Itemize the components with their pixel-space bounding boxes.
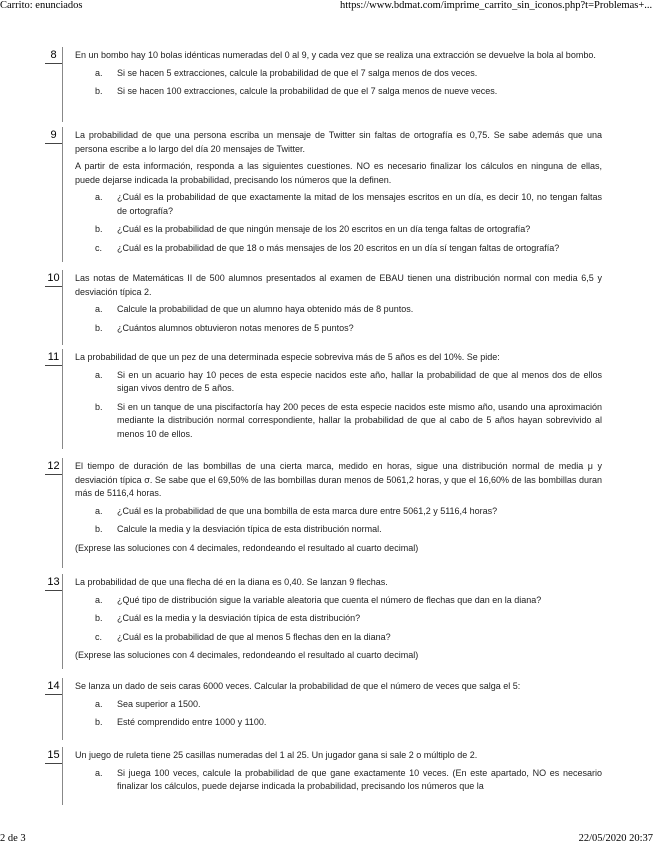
problem-instructions: A partir de esta información, responda a las siguientes cuestiones. NO es necesario finalizar los cálculos en ninguna de ellas, puede dejarse indicada la probabilidad, precisando los números que la definen. — [75, 161, 602, 185]
browser-print-title: Carrito: enunciados — [0, 0, 83, 11]
problem-statement: La probabilidad de que una flecha dé en la diana es 0,40. Se lanzan 9 flechas. — [75, 577, 388, 587]
problem-number: 11 — [45, 349, 63, 366]
question-item: b. ¿Cuántos alumnos obtuvieron notas menores de 5 puntos? — [95, 322, 354, 333]
question-item: b. ¿Cuál es la media y la desviación típica de esta distribución? — [95, 613, 361, 623]
problem-number: 10 — [45, 270, 63, 287]
problem-statement: En un bombo hay 10 bolas idénticas numeradas del 0 al 9, y cada vez que se realiza una extracción se devuelve la bola al bombo. — [75, 50, 596, 60]
question-item: c. ¿Cuál es la probabilidad de que 18 o más mensajes de los 20 escritos en un día sí tengan faltas de ortografía? — [95, 242, 560, 253]
problem-statement: El tiempo de duración de las bombillas de una cierta marca, medido en horas, sigue una distribución normal de media μ y desviación típica σ. Se sabe que el 69,50% de las bombillas duran menos de 5061,2 horas, y que el 16,60% de las bombillas duran más de 5116,4 horas. — [75, 461, 602, 498]
question-item: a. Si se hacen 5 extracciones, calcule la probabilidad de que el 7 salga menos de dos veces. — [95, 67, 478, 78]
question-item: a. Si juega 100 veces, calcule la probabilidad de que gane exactamente 10 veces. (En este apartado, NO es necesario finalizar los cálculos, puede dejarse indicada la probabilidad, precisando los números que la — [95, 767, 602, 791]
problem-statement: La probabilidad de que una persona escriba un mensaje de Twitter sin faltas de ortografía es 0,75. Se sabe además que una persona escribe a lo largo del día 20 mensajes de Twitter. — [75, 130, 602, 154]
problem-number: 8 — [45, 47, 63, 64]
browser-print-url: https://www.bdmat.com/imprime_carrito_sin_iconos.php?t=Problemas+... — [340, 0, 653, 11]
question-item: c. ¿Cuál es la probabilidad de que al menos 5 flechas den en la diana? — [95, 631, 391, 642]
problem-number: 9 — [45, 127, 63, 144]
question-item: b. Esté comprendido entre 1000 y 1100. — [95, 717, 267, 727]
question-item: b. Calcule la media y la desviación típica de esta distribución normal. — [95, 524, 382, 534]
problem-statement: Se lanza un dado de seis caras 6000 veces. Calcular la probabilidad de que el número de veces que salga el 5: — [75, 681, 521, 691]
question-item: b. ¿Cuál es la probabilidad de que ningún mensaje de los 20 escritos en un día tenga faltas de ortografía? — [95, 224, 531, 234]
rounding-note: (Exprese las soluciones con 4 decimales, redondeando el resultado al cuarto decimal) — [75, 542, 419, 553]
question-item: b. Si se hacen 100 extracciones, calcule la probabilidad de que el 7 salga menos de nueve veces. — [95, 86, 498, 96]
page-counter: 2 de 3 — [0, 833, 26, 844]
question-item: a. ¿Qué tipo de distribución sigue la variable aleatoria que cuenta el número de flechas que dan en la diana? — [95, 594, 542, 605]
print-timestamp: 22/05/2020 20:37 — [578, 833, 653, 844]
question-item: a. Sea superior a 1500. — [95, 698, 201, 709]
problem-statement: Las notas de Matemáticas II de 500 alumnos presentados al examen de EBAU tienen una distribución normal con media 6,5 y desviación típica 2. — [75, 273, 602, 297]
question-item: a. ¿Cuál es la probabilidad de que una bombilla de esta marca dure entre 5061,2 y 5116,4 horas? — [95, 505, 498, 516]
problem-number: 15 — [45, 747, 63, 764]
question-item: b. Si en un tanque de una piscifactoría hay 200 peces de esta especie nacidos este mismo año, usando una aproximación mediante la distribución normal correspondiente, hallar la probabilidad de que al cabo de 5 años hayan sobrevivido al menos 10 de ellos. — [95, 401, 602, 439]
problem-statement: Un juego de ruleta tiene 25 casillas numeradas del 1 al 25. Un jugador gana si sale 2 o múltiplo de 2. — [75, 750, 478, 760]
question-item: a. Si en un acuario hay 10 peces de esta especie nacidos este año, hallar la probabilidad de que al menos dos de ellos sigan vivos dentro de 5 años. — [95, 369, 602, 393]
problem-number: 14 — [45, 678, 63, 695]
problem-statement: La probabilidad de que un pez de una determinada especie sobreviva más de 5 años es del 10%. Se pide: — [75, 352, 500, 362]
question-item: a. Calcule la probabilidad de que un alumno haya obtenido más de 8 puntos. — [95, 304, 414, 314]
problem-number: 13 — [45, 574, 63, 591]
question-item: a. ¿Cuál es la probabilidad de que exactamente la mitad de los mensajes escritos en un día, es decir 10, no tengan faltas de ortografía? — [95, 192, 602, 216]
problem-number: 12 — [45, 458, 63, 475]
rounding-note: (Exprese las soluciones con 4 decimales, redondeando el resultado al cuarto decimal) — [75, 650, 419, 660]
